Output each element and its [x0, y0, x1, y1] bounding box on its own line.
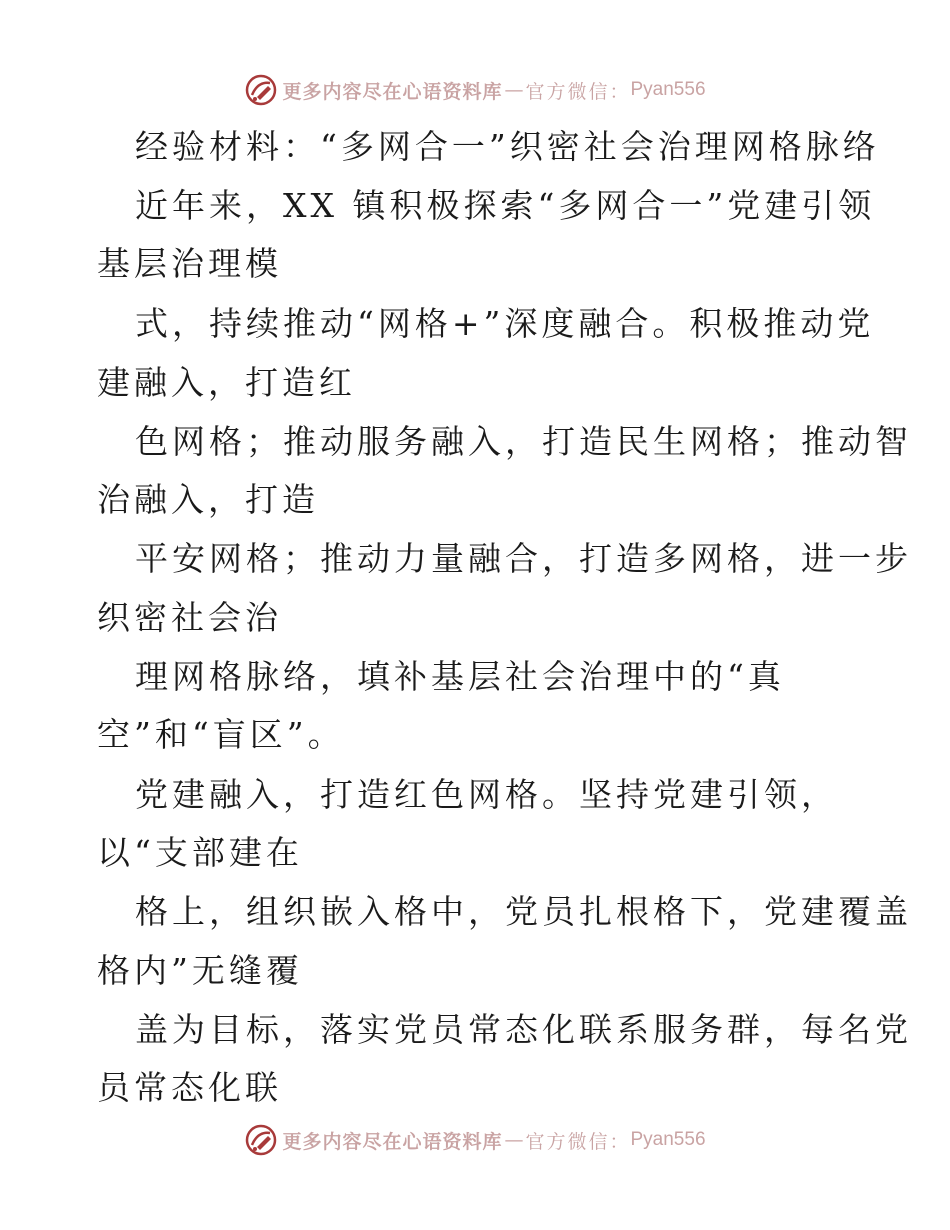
header-watermark [0, 70, 950, 110]
watermark-site-text: 更多内容尽在心语资料库 [282, 80, 503, 103]
footer-watermark [0, 1120, 950, 1160]
document-title: 经验材料：“多网合一”织密社会治理网格脉络 [135, 127, 880, 166]
paragraph-line: 以“支部建在 [97, 833, 303, 872]
paragraph-line: 格上，组织嵌入格中，党员扎根格下，党建覆盖 [135, 892, 912, 931]
red-pen-circle-logo-icon [244, 1123, 278, 1157]
paragraph-line: 近年来，XX 镇积极探索“多网合一”党建引领 [135, 186, 876, 225]
watermark-label: 官方微信： [525, 1130, 631, 1153]
red-pen-circle-logo-icon [244, 73, 278, 107]
watermark-label: 官方微信： [525, 80, 631, 103]
paragraph-line: 色网格；推动服务融入，打造民生网格；推动智 [135, 422, 912, 461]
paragraph-line: 党建融入，打造红色网格。坚持党建引领， [135, 775, 838, 814]
watermark-dash: — [504, 1129, 524, 1151]
paragraph-line: 格内”无缝覆 [97, 951, 303, 990]
paragraph-line: 理网格脉络，填补基层社会治理中的“真 [135, 657, 785, 696]
paragraph-line: 空”和“盲区”。 [97, 715, 345, 754]
paragraph-line: 盖为目标，落实党员常态化联系服务群，每名党 [135, 1010, 912, 1049]
paragraph-line: 建融入，打造红 [97, 363, 356, 402]
paragraph-line: 平安网格；推动力量融合，打造多网格，进一步 [135, 539, 912, 578]
watermark-site-text: 更多内容尽在心语资料库 [282, 1130, 503, 1153]
paragraph-line: 基层治理模 [97, 244, 282, 283]
watermark-wechat-id: Pyan556 [630, 1129, 706, 1150]
watermark-wechat-id: Pyan556 [630, 79, 706, 100]
paragraph-line: 员常态化联 [97, 1068, 282, 1107]
paragraph-line: 式，持续推动“网格+”深度融合。积极推动党 [135, 304, 875, 343]
paragraph-line: 织密社会治 [97, 598, 282, 637]
watermark-dash: — [504, 79, 524, 101]
paragraph-line: 治融入，打造 [97, 480, 319, 519]
